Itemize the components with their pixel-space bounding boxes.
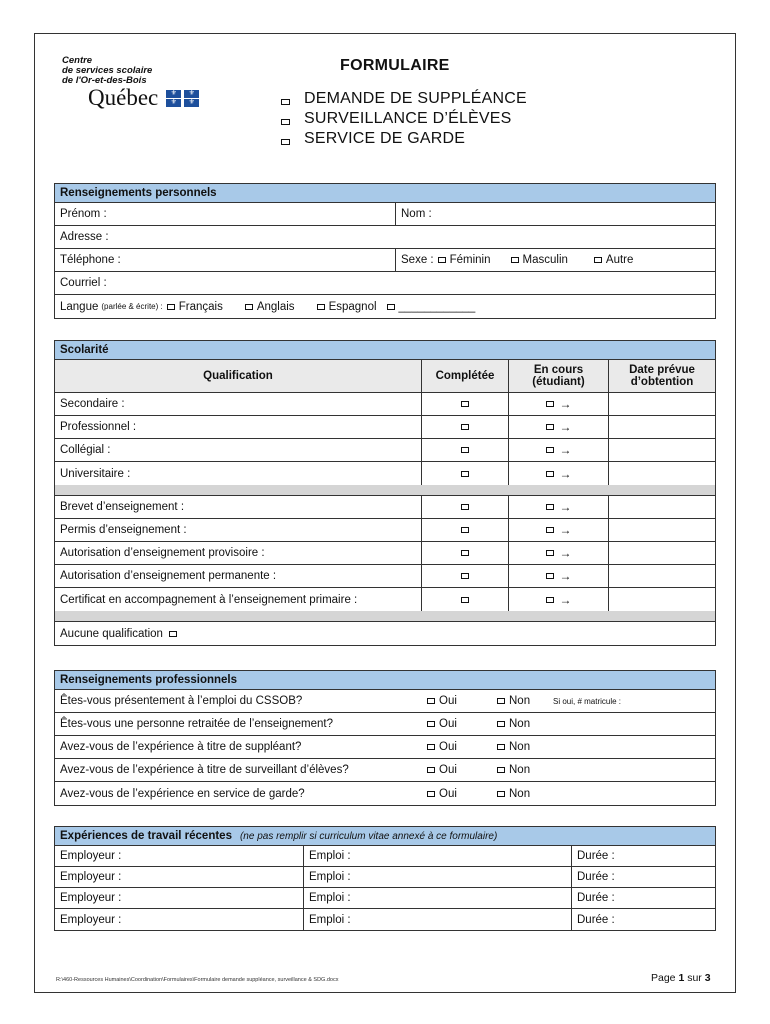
form-type-suppleance[interactable]: DEMANDE DE SUPPLÉANCE xyxy=(281,89,527,109)
completee-cell xyxy=(421,393,508,415)
sexe-feminin-option[interactable]: Féminin xyxy=(438,254,491,266)
checkbox-icon[interactable] xyxy=(594,257,602,263)
logo-line-1: Centre xyxy=(62,55,93,66)
checkbox-icon[interactable] xyxy=(167,304,175,310)
qualification-row xyxy=(55,542,715,565)
qualification-row xyxy=(55,462,715,485)
completee-cell xyxy=(421,565,508,587)
qualification-label: Secondaire : xyxy=(60,398,125,410)
schooling-header-row xyxy=(55,360,715,393)
date-prevue-field[interactable] xyxy=(608,565,715,587)
row-language xyxy=(55,295,715,318)
checkbox-icon[interactable] xyxy=(281,119,290,125)
langue-note: (parlée & écrite) : xyxy=(101,302,163,311)
col-qualification: Qualification xyxy=(203,370,273,382)
langue-espagnol-option[interactable]: Espagnol xyxy=(317,301,377,313)
checkbox-icon[interactable] xyxy=(427,791,435,797)
experience-row xyxy=(55,909,715,930)
section-heading: Renseignements professionnels xyxy=(55,671,715,690)
langue-label: Langue xyxy=(60,300,99,313)
form-type-surveillance[interactable]: SURVEILLANCE D’ÉLÈVES xyxy=(281,109,527,129)
matricule-field[interactable]: Si oui, # matricule : xyxy=(553,696,622,706)
checkbox-icon[interactable] xyxy=(281,139,290,145)
form-type-options xyxy=(281,89,527,149)
en-cours-cell xyxy=(508,416,608,438)
checkbox-icon[interactable] xyxy=(427,767,435,773)
question-label: Avez-vous de l’expérience à titre de suppléant? xyxy=(60,741,302,753)
checkbox-icon[interactable] xyxy=(546,401,554,407)
duree-field[interactable]: Durée : xyxy=(571,888,715,908)
answer-oui-option[interactable]: Oui xyxy=(421,713,493,735)
section-heading: Scolarité xyxy=(55,341,715,360)
professional-question-row xyxy=(55,759,715,782)
col-date-prevue: Date prévue d’obtention xyxy=(608,360,715,392)
sexe-autre-option[interactable]: Autre xyxy=(594,254,634,266)
experience-note: (ne pas remplir si curriculum vitae annexé à ce formulaire) xyxy=(239,831,498,842)
arrow-icon: → xyxy=(559,546,572,560)
date-prevue-field[interactable] xyxy=(608,588,715,611)
qualification-label: Collégial : xyxy=(60,444,111,456)
section-professional xyxy=(54,670,716,806)
checkbox-icon[interactable] xyxy=(427,721,435,727)
row-address xyxy=(55,226,715,249)
qualification-label: Certificat en accompagnement à l’enseignement primaire : xyxy=(60,593,358,606)
en-cours-cell xyxy=(508,588,608,611)
checkbox-icon[interactable] xyxy=(497,791,505,797)
row-email xyxy=(55,272,715,295)
section-experience xyxy=(54,826,716,931)
professional-question-row xyxy=(55,782,715,805)
completee-cell xyxy=(421,462,508,485)
arrow-icon: → xyxy=(559,466,572,481)
quebec-wordmark: Québec xyxy=(88,85,159,110)
row-names xyxy=(55,203,715,226)
checkbox-icon[interactable] xyxy=(461,471,469,477)
arrow-icon: → xyxy=(559,523,572,537)
emploi-field[interactable]: Emploi : xyxy=(303,909,571,930)
checkbox-icon[interactable] xyxy=(461,504,469,510)
completee-cell xyxy=(421,496,508,518)
sexe-masculin-option[interactable]: Masculin xyxy=(511,254,568,266)
checkbox-icon[interactable] xyxy=(497,767,505,773)
checkbox-icon[interactable] xyxy=(427,744,435,750)
answer-oui-option[interactable]: Oui xyxy=(421,736,493,758)
qualification-row xyxy=(55,393,715,416)
date-prevue-field[interactable] xyxy=(608,542,715,564)
qualification-row xyxy=(55,496,715,519)
checkbox-icon[interactable] xyxy=(461,527,469,533)
separator-row xyxy=(55,485,715,496)
completee-cell xyxy=(421,519,508,541)
professional-question-row xyxy=(55,736,715,759)
employeur-field[interactable]: Employeur : xyxy=(60,850,122,862)
adresse-field[interactable]: Adresse : xyxy=(60,231,109,243)
qualification-label: Autorisation d’enseignement permanente : xyxy=(60,570,277,582)
en-cours-cell xyxy=(508,496,608,518)
checkbox-icon[interactable] xyxy=(461,401,469,407)
telephone-field[interactable]: Téléphone : xyxy=(60,254,121,266)
en-cours-cell xyxy=(508,393,608,415)
employeur-field[interactable]: Employeur : xyxy=(60,913,122,926)
arrow-icon: → xyxy=(559,397,572,411)
completee-cell xyxy=(421,439,508,461)
experience-row xyxy=(55,846,715,867)
langue-anglais-option[interactable]: Anglais xyxy=(245,301,295,313)
en-cours-cell xyxy=(508,565,608,587)
checkbox-icon[interactable] xyxy=(387,304,395,310)
nom-field[interactable]: Nom : xyxy=(395,203,715,225)
duree-field[interactable]: Durée : xyxy=(571,846,715,866)
completee-cell xyxy=(421,542,508,564)
date-prevue-field[interactable] xyxy=(608,496,715,518)
cssob-logo xyxy=(62,56,199,110)
answer-non-option[interactable]: Non xyxy=(493,782,551,805)
checkbox-icon[interactable] xyxy=(546,447,554,453)
qualification-label: Professionnel : xyxy=(60,421,137,433)
checkbox-icon[interactable] xyxy=(245,304,253,310)
aucune-qualification-label: Aucune qualification xyxy=(60,627,163,640)
checkbox-icon[interactable] xyxy=(169,631,177,637)
quebec-flag-icon: ⚜ ⚜ ⚜ ⚜ xyxy=(166,90,199,107)
en-cours-cell xyxy=(508,519,608,541)
checkbox-icon[interactable] xyxy=(461,597,469,603)
emploi-field[interactable]: Emploi : xyxy=(303,846,571,866)
page-number: Page 1 sur 3 xyxy=(651,972,711,984)
checkbox-icon[interactable] xyxy=(546,504,554,510)
col-en-cours: En cours (étudiant) xyxy=(508,360,608,392)
separator-row xyxy=(55,611,715,622)
question-label: Avez-vous de l’expérience à titre de surveillant d’élèves? xyxy=(60,764,349,776)
arrow-icon: → xyxy=(559,569,572,583)
prenom-field[interactable]: Prénom : xyxy=(60,208,107,220)
date-prevue-field[interactable] xyxy=(608,462,715,485)
checkbox-icon[interactable] xyxy=(461,573,469,579)
date-prevue-field[interactable] xyxy=(608,393,715,415)
section-personal xyxy=(54,183,716,319)
arrow-icon: → xyxy=(559,592,572,607)
sexe-field: Sexe : Féminin Masculin Autre xyxy=(395,249,715,271)
duree-field[interactable]: Durée : xyxy=(571,867,715,887)
answer-non-option[interactable]: Non xyxy=(493,736,551,758)
answer-oui-option[interactable]: Oui xyxy=(421,759,493,781)
qualification-row xyxy=(55,519,715,542)
checkbox-icon[interactable] xyxy=(461,424,469,430)
qualification-label: Permis d’enseignement : xyxy=(60,524,187,536)
footer-file-path: R:\460-Ressources Humaines\Coordination\Formulaires\Formulaire demande suppléance, surveillance & SDG.docx xyxy=(56,977,339,983)
langue-other-option[interactable]: ____________ xyxy=(387,301,476,313)
question-label: Êtes-vous présentement à l’emploi du CSSOB? xyxy=(60,695,303,707)
logo-line-3: de l'Or-et-des-Bois xyxy=(62,75,147,86)
checkbox-icon[interactable] xyxy=(317,304,325,310)
arrow-icon: → xyxy=(559,500,572,514)
checkbox-icon[interactable] xyxy=(546,527,554,533)
checkbox-icon[interactable] xyxy=(511,257,519,263)
checkbox-icon[interactable] xyxy=(438,257,446,263)
completee-cell xyxy=(421,416,508,438)
col-completee: Complétée xyxy=(421,360,508,392)
qualification-label: Universitaire : xyxy=(60,467,131,480)
checkbox-icon[interactable] xyxy=(546,424,554,430)
qualification-label: Autorisation d’enseignement provisoire : xyxy=(60,547,265,559)
experience-row xyxy=(55,867,715,888)
arrow-icon: → xyxy=(559,420,572,434)
form-type-garde[interactable]: SERVICE DE GARDE xyxy=(281,129,527,149)
answer-oui-option[interactable]: Oui xyxy=(421,782,493,805)
checkbox-icon[interactable] xyxy=(281,99,290,105)
qualification-row xyxy=(55,439,715,462)
question-label: Avez-vous de l’expérience en service de garde? xyxy=(60,787,305,800)
professional-question-row xyxy=(55,690,715,713)
professional-question-row xyxy=(55,713,715,736)
en-cours-cell xyxy=(508,462,608,485)
employeur-field[interactable]: Employeur : xyxy=(60,871,122,883)
answer-non-option[interactable]: Non xyxy=(493,759,551,781)
checkbox-icon[interactable] xyxy=(546,471,554,477)
answer-non-option[interactable]: Non xyxy=(493,713,551,735)
date-prevue-field[interactable] xyxy=(608,439,715,461)
checkbox-icon[interactable] xyxy=(497,698,505,704)
question-label: Êtes-vous une personne retraitée de l’enseignement? xyxy=(60,718,333,730)
qualification-row xyxy=(55,565,715,588)
answer-non-option[interactable]: Non xyxy=(493,690,551,712)
qualification-label: Brevet d’enseignement : xyxy=(60,501,185,513)
row-no-qualification xyxy=(55,622,715,645)
checkbox-icon[interactable] xyxy=(427,698,435,704)
date-prevue-field[interactable] xyxy=(608,519,715,541)
checkbox-icon[interactable] xyxy=(497,721,505,727)
completee-cell xyxy=(421,588,508,611)
checkbox-icon[interactable] xyxy=(546,550,554,556)
duree-field[interactable]: Durée : xyxy=(571,909,715,930)
emploi-field[interactable]: Emploi : xyxy=(303,867,571,887)
langue-francais-option[interactable]: Français xyxy=(167,301,223,313)
qualification-row xyxy=(55,588,715,611)
checkbox-icon[interactable] xyxy=(546,573,554,579)
employeur-field[interactable]: Employeur : xyxy=(60,892,122,904)
experience-row xyxy=(55,888,715,909)
en-cours-cell xyxy=(508,439,608,461)
checkbox-icon[interactable] xyxy=(497,744,505,750)
checkbox-icon[interactable] xyxy=(461,550,469,556)
section-schooling xyxy=(54,340,716,646)
form-title: FORMULAIRE xyxy=(340,57,450,74)
section-heading: Expériences de travail récentes (ne pas remplir si curriculum vitae annexé à ce formulaire) xyxy=(55,827,715,846)
checkbox-icon[interactable] xyxy=(546,597,554,603)
courriel-field[interactable]: Courriel : xyxy=(60,277,107,289)
date-prevue-field[interactable] xyxy=(608,416,715,438)
section-heading: Renseignements personnels xyxy=(55,184,715,203)
arrow-icon: → xyxy=(559,443,572,457)
answer-oui-option[interactable]: Oui xyxy=(421,690,493,712)
emploi-field[interactable]: Emploi : xyxy=(303,888,571,908)
row-phone xyxy=(55,249,715,272)
en-cours-cell xyxy=(508,542,608,564)
qualification-row xyxy=(55,416,715,439)
logo-line-2: de services scolaire xyxy=(62,65,153,76)
checkbox-icon[interactable] xyxy=(461,447,469,453)
